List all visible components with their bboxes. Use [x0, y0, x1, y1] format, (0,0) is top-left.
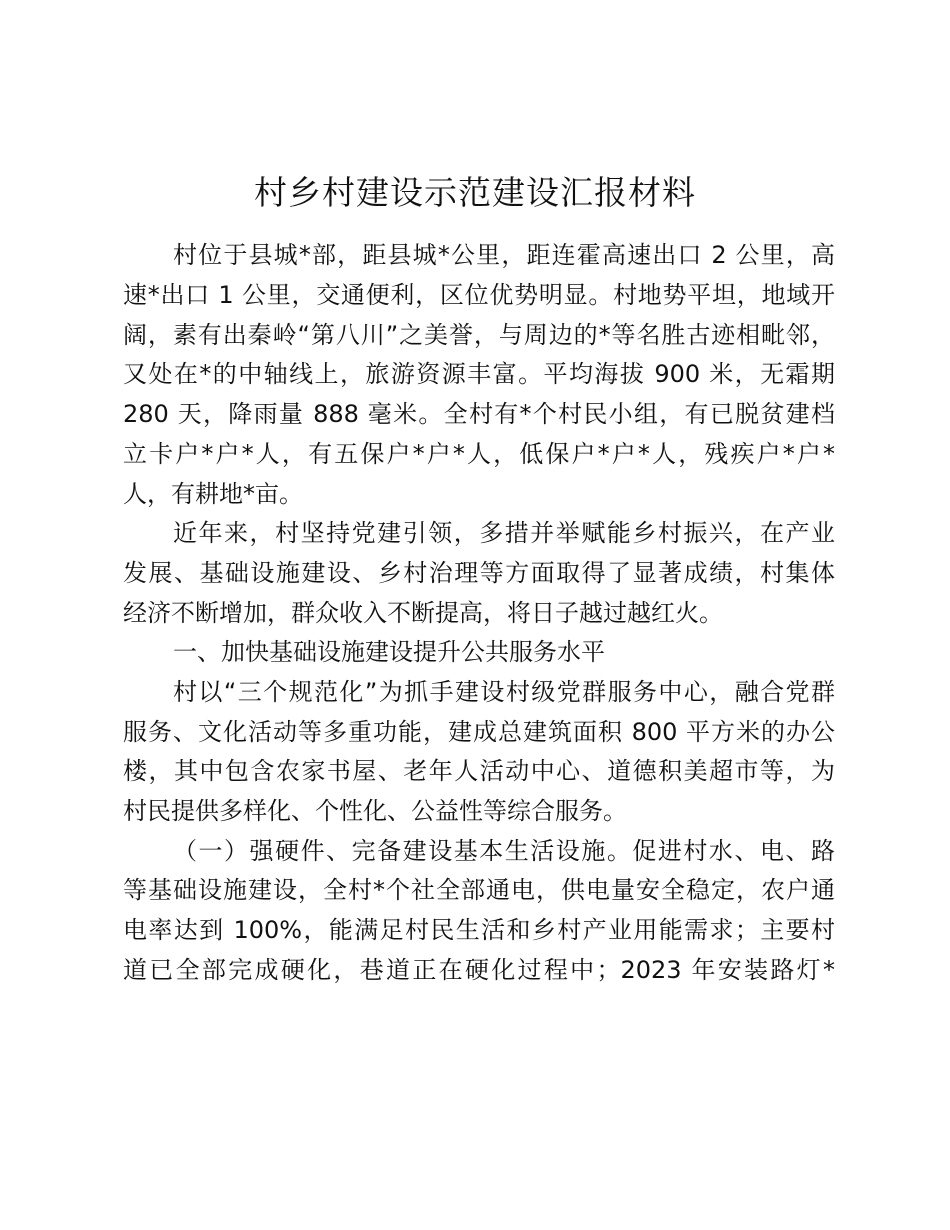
body-line: （一）强硬件、完备建设基本生活设施。促进村水、电、路 [173, 837, 835, 865]
body-line: 村位于县城*部，距县城*公里，距连霍高速出口 2 公里，高 [173, 241, 835, 269]
body-line: 阔，素有出秦岭“第八川”之美誉，与周边的*等名胜古迹相毗邻， [123, 321, 835, 349]
body-line: 楼，其中包含农家书屋、老年人活动中心、道德积美超市等，为 [123, 757, 835, 785]
body-line: 280 天，降雨量 888 毫米。全村有*个村民小组，有已脱贫建档 [123, 400, 835, 428]
body-line: 人，有耕地*亩。 [123, 480, 303, 508]
body-line: 电率达到 100%，能满足村民生活和乡村产业用能需求；主要村 [123, 916, 835, 944]
body-line: 村以“三个规范化”为抓手建设村级党群服务中心，融合党群 [173, 678, 835, 706]
section-heading: 一、加快基础设施建设提升公共服务水平 [173, 638, 605, 666]
body-line: 速*出口 1 公里，交通便利，区位优势明显。村地势平坦，地域开 [123, 281, 835, 309]
body-line: 等基础设施建设，全村*个社全部通电，供电量安全稳定，农户通 [123, 876, 835, 904]
body-line: 经济不断增加，群众收入不断提高，将日子越过越红火。 [123, 599, 723, 627]
body-line: 服务、文化活动等多重功能，建成总建筑面积 800 平方米的办公 [123, 718, 835, 746]
page-title: 村乡村建设示范建设汇报材料 [254, 173, 696, 212]
body-line: 村民提供多样化、个性化、公益性等综合服务。 [123, 797, 627, 825]
body-line: 道已全部完成硬化，巷道正在硬化过程中；2023 年安装路灯* [123, 956, 835, 984]
body-line: 发展、基础设施建设、乡村治理等方面取得了显著成绩，村集体 [123, 559, 835, 587]
body-line: 又处在*的中轴线上，旅游资源丰富。平均海拔 900 米，无霜期 [123, 360, 835, 388]
body-line: 立卡户*户*人，有五保户*户*人，低保户*户*人，残疾户*户* [123, 440, 835, 468]
body-line: 近年来，村坚持党建引领，多措并举赋能乡村振兴，在产业 [173, 519, 835, 547]
